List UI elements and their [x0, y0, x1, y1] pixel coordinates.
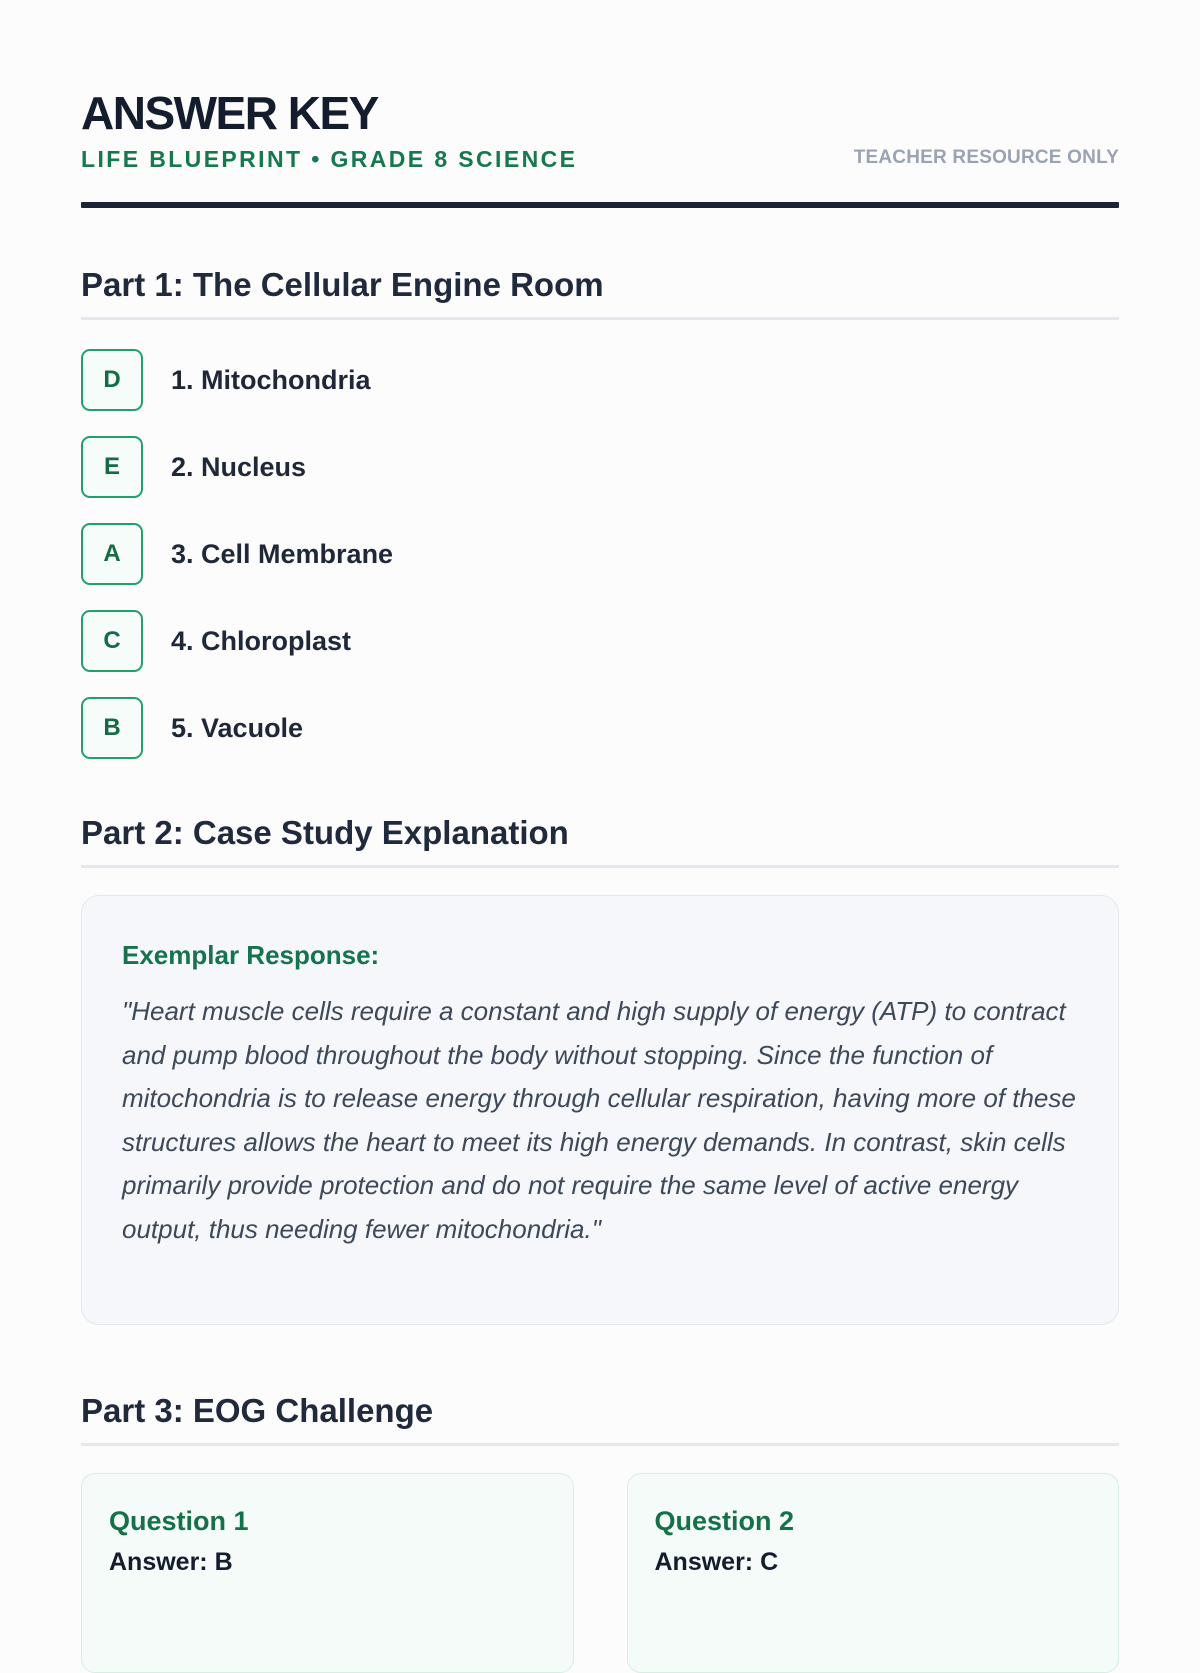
organelle-label: 1. Mitochondria — [171, 364, 371, 395]
part-2-divider — [81, 865, 1119, 868]
answer-letter-box: B — [81, 697, 143, 759]
list-item — [81, 521, 1119, 587]
answer-letter-box: E — [81, 436, 143, 498]
question-cards — [81, 1473, 1119, 1673]
question-answer: Answer: C — [654, 1548, 779, 1576]
exemplar-text: "Heart muscle cells require a constant and high supply of energy (ATP) to contract and pump blood throughout the body without stopping. Since the function of mitochondria is to release energy through cellular respiration, having more of these structures allows the heart to meet its high energy demands. In contrast, skin cells primarily provide protection and do not require the same level of active energy output, thus needing fewer mitochondria." — [122, 996, 1076, 1244]
question-title: Question 2 — [654, 1506, 795, 1536]
part-2-title: Part 2: Case Study Explanation — [81, 814, 569, 851]
list-item — [81, 347, 1119, 413]
part-3-section — [81, 1391, 1119, 1673]
page-subtitle: LIFE BLUEPRINT • GRADE 8 SCIENCE — [81, 146, 578, 172]
answer-letter-box: C — [81, 610, 143, 672]
part-1-title: Part 1: The Cellular Engine Room — [81, 266, 604, 303]
answer-letter-box: D — [81, 349, 143, 411]
exemplar-response-card — [81, 895, 1119, 1325]
part-3-divider — [81, 1443, 1119, 1446]
organelle-label: 4. Chloroplast — [171, 625, 352, 656]
question-card — [81, 1473, 574, 1673]
list-item — [81, 608, 1119, 674]
teacher-resource-tag: TEACHER RESOURCE ONLY — [853, 147, 1119, 168]
part-3-title: Part 3: EOG Challenge — [81, 1392, 434, 1429]
exemplar-label: Exemplar Response: — [122, 940, 380, 970]
header-divider — [81, 202, 1119, 208]
question-title: Question 1 — [109, 1506, 249, 1536]
matching-answers-list — [81, 347, 1119, 761]
page-title: ANSWER KEY — [81, 87, 378, 139]
organelle-label: 3. Cell Membrane — [171, 538, 394, 569]
question-card — [627, 1473, 1120, 1673]
header — [81, 0, 1119, 208]
organelle-label: 5. Vacuole — [171, 712, 304, 743]
question-answer: Answer: B — [109, 1548, 233, 1576]
part-1-section — [81, 265, 1119, 761]
part-1-divider — [81, 317, 1119, 320]
organelle-label: 2. Nucleus — [171, 451, 307, 482]
answer-letter-box: A — [81, 523, 143, 585]
part-2-section — [81, 813, 1119, 1325]
list-item — [81, 695, 1119, 761]
list-item — [81, 434, 1119, 500]
